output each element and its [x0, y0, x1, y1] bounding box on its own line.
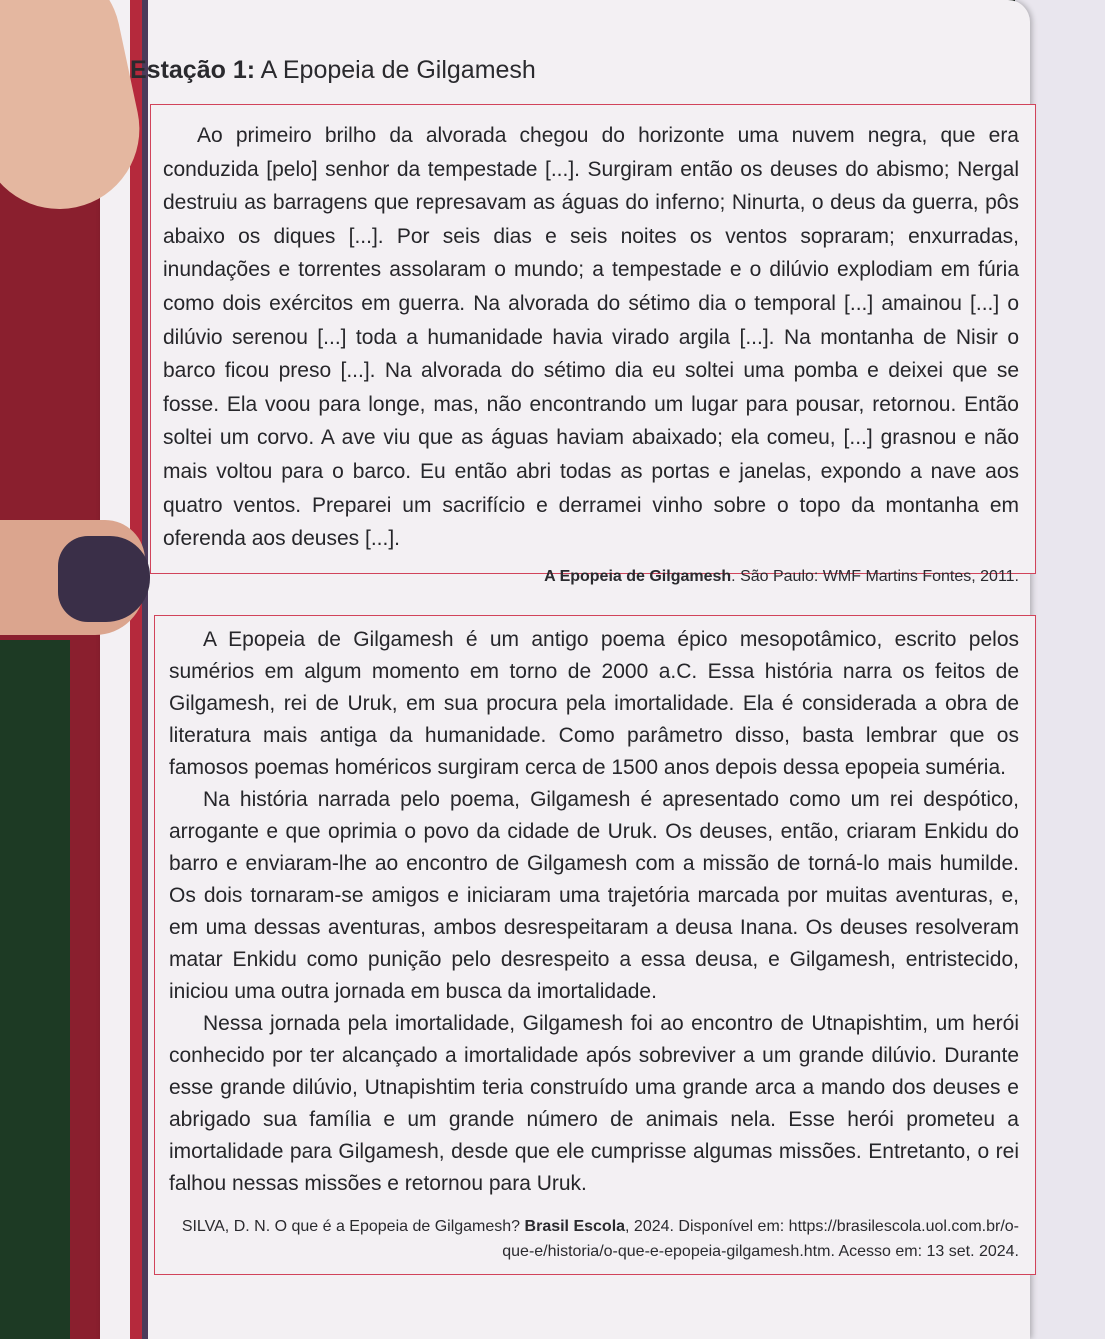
page-margin-stripe-purple [142, 0, 148, 1339]
page-margin-stripe-red [130, 0, 142, 1339]
fingernail [58, 536, 150, 622]
article-citation [169, 1214, 1019, 1264]
excerpt-box [150, 104, 1036, 585]
article-box [154, 615, 1036, 1275]
page-title [130, 56, 536, 85]
excerpt-source-details: . São Paulo: WMF Martins Fontes, 2011. [731, 567, 1019, 585]
article-paragraph-3: Nessa jornada pela imortalidade, Gilgamesh foi ao encontro de Utnapishtim, um herói conhecido por ter alcançado a imortalidade após sobreviver a um grande dilúvio. Durante esse grande dilúvio, Utnapishtim teria construído uma grande arca a mando dos deuses e abrigado sua família e um grande número de animais nela. Esse herói prometeu a imortalidade para Gilgamesh, desde que ele cumprisse algumas missões. Entretanto, o rei falhou nessas missões e retornou para Uruk. [169, 1012, 1019, 1195]
excerpt-citation [163, 568, 1019, 586]
article-citation-author: SILVA, D. N. O que é a Epopeia de Gilgamesh? [181, 1218, 525, 1235]
article-paragraph-1: A Epopeia de Gilgamesh é um antigo poema épico mesopotâmico, escrito pelos sumérios em algum momento em torno de 2000 a.C. Essa história narra os feitos de Gilgamesh, rei de Uruk, em sua procura pela imortalidade. Ela é considerada a obra de literatura mais antiga da humanidade. Como parâmetro disso, basta lembrar que os famosos poemas homéricos surgiram cerca de 1500 anos depois dessa epopeia suméria. [169, 628, 1019, 779]
article-citation-source: Brasil Escola [524, 1218, 626, 1235]
excerpt-source-title: A Epopeia de Gilgamesh [544, 567, 732, 585]
excerpt-paragraph: Ao primeiro brilho da alvorada chegou do horizonte uma nuvem negra, que era conduzida [pelo] senhor da tempestade [...]. Surgiram então os deuses do abismo; Nergal destruiu as barragens que represavam as águas do inferno; Ninurta, o deus da guerra, pôs abaixo os diques [...]. Por seis dias e seis noites os ventos sopraram; enxurradas, inundações e torrentes assolaram o mundo; a tempestade e o dilúvio explodiam em fúria como dois exércitos em guerra. Na alvorada do sétimo dia o temporal [...] amainou [...] o dilúvio serenou [...] toda a humanidade havia virado argila [...]. Na montanha de Nisir o barco ficou preso [...]. Na alvorada do sétimo dia eu soltei uma pomba e deixei que se fosse. Ela voou para longe, mas, não encontrando um lugar para pousar, retornou. Então soltei um corvo. A ave viu que as águas haviam abaixado; ela comeu, [...] grasnou e não mais voltou para o barco. Eu então abri todas as portas e janelas, expondo a nave aos quatro ventos. Preparei um sacrifício e derramei vinho sobre o topo da montanha em oferenda aos deuses [...]. [163, 124, 1019, 551]
background-green-cover [0, 640, 70, 1339]
station-label: Estação 1: [130, 56, 256, 84]
station-title-text: A Epopeia de Gilgamesh [260, 56, 536, 84]
article-paragraph-2: Na história narrada pelo poema, Gilgamesh é apresentado como um rei despótico, arrogante e que oprimia o povo da cidade de Uruk. Os deuses, então, criaram Enkidu do barro e enviaram-lhe ao encontro de Gilgamesh com a missão de torná-lo mais humilde. Os dois tornaram-se amigos e iniciaram uma trajetória marcada por muitas aventuras, e, em uma dessas aventuras, ambos desrespeitaram a deusa Inana. Os deuses resolveram matar Enkidu como punição pelo desrespeito a essa deusa, e Gilgamesh, entristecido, iniciou uma outra jornada em busca da imortalidade. [169, 788, 1019, 1003]
article-citation-details: , 2024. Disponível em: https://brasilescola.uol.com.br/o-que-e/historia/o-que-e-epopeia-gilgamesh.htm. Acesso em: 13 set. 2024. [502, 1218, 1019, 1260]
